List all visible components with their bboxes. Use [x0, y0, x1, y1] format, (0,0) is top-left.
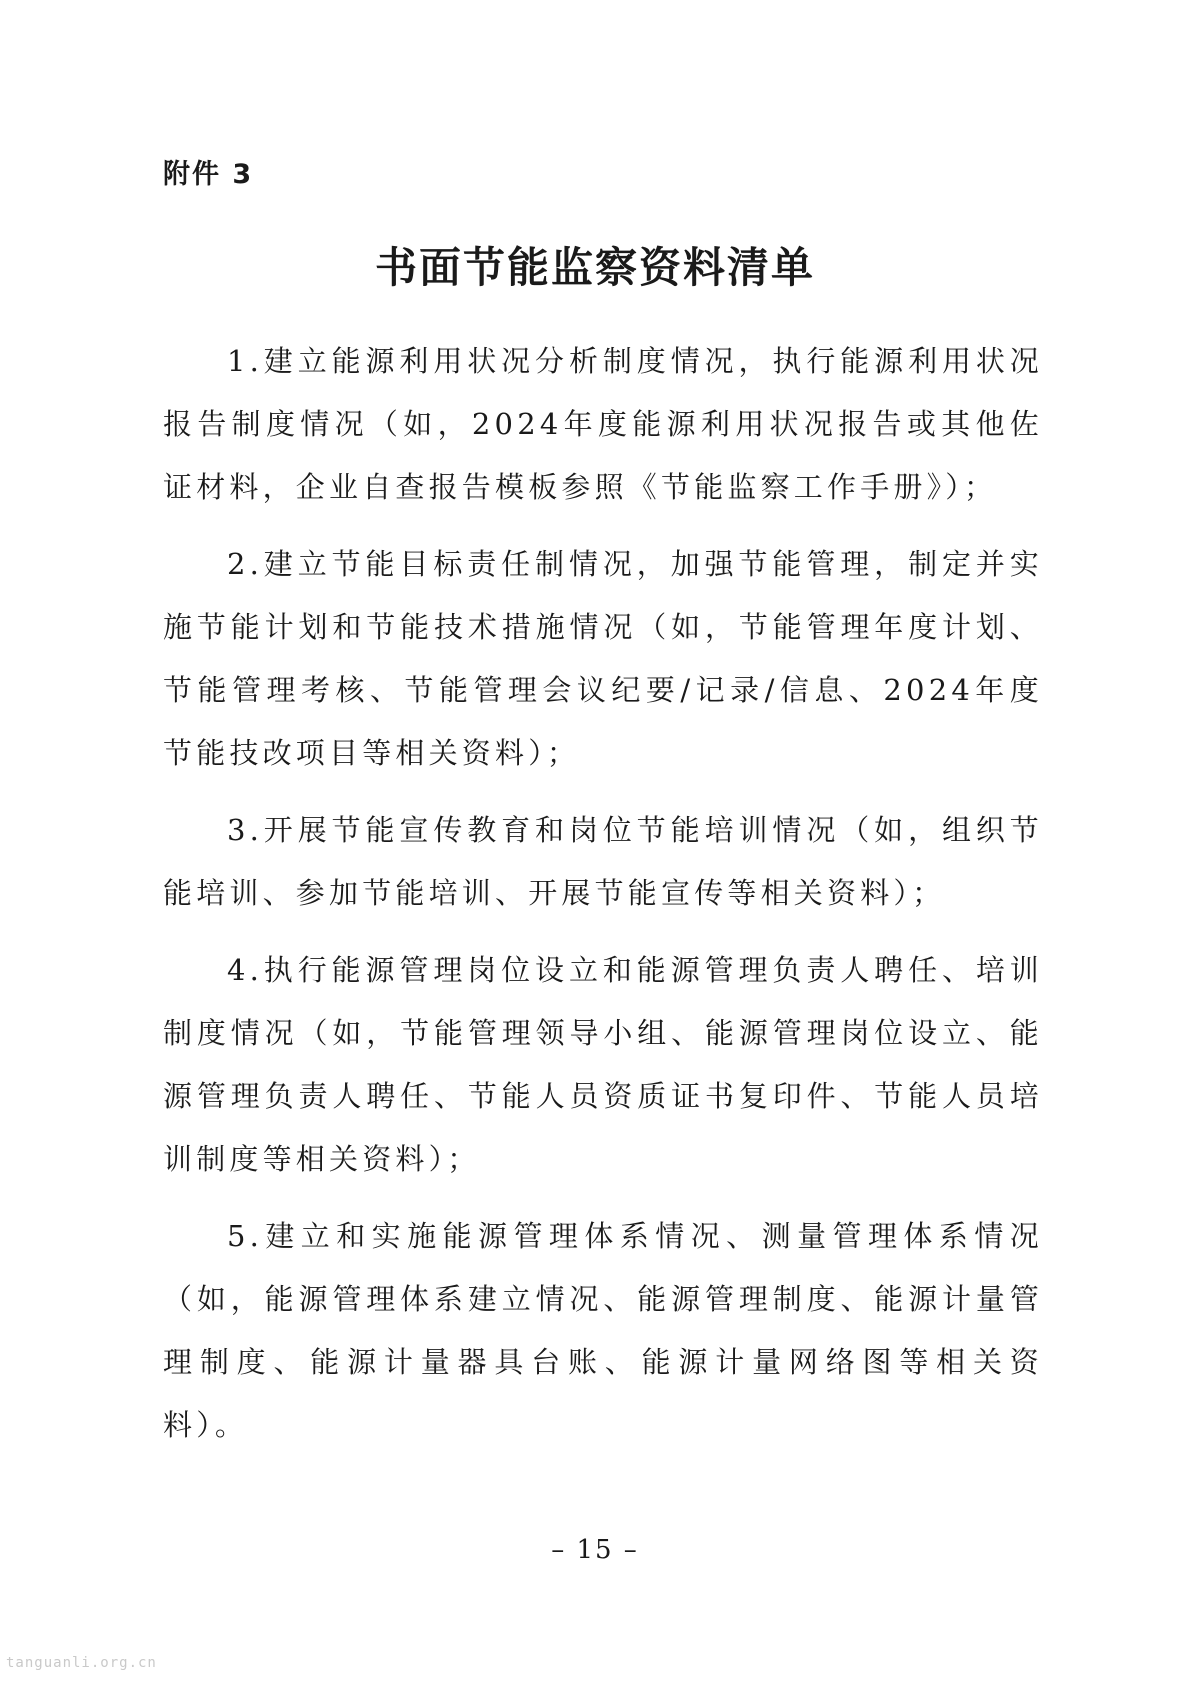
list-item: 4.执行能源管理岗位设立和能源管理负责人聘任、培训制度情况（如，节能管理领导小组、能源管理岗位设立、能源管理负责人聘任、节能人员资质证书复印件、节能人员培训制度等相关资料）；: [163, 953, 1043, 1176]
document-title: 书面节能监察资料清单: [374, 243, 815, 292]
list-item: 2.建立节能目标责任制情况，加强节能管理，制定并实施节能计划和节能技术措施情况（如，节能管理年度计划、节能管理考核、节能管理会议纪要/记录/信息、2024年度节能技改项目等相关资料）；: [163, 547, 1043, 770]
list-item: 3.开展节能宣传教育和岗位节能培训情况（如，组织节能培训、参加节能培训、开展节能宣传等相关资料）；: [163, 813, 1043, 910]
page-number: – 15 –: [551, 1535, 639, 1565]
watermark: tanguanli.org.cn: [6, 1655, 157, 1671]
list-item: 5.建立和实施能源管理体系情况、测量管理体系情况（如，能源管理体系建立情况、能源管理制度、能源计量管理制度、能源计量器具台账、能源计量网络图等相关资料）。: [163, 1219, 1043, 1442]
attachment-label: 附件 3: [163, 159, 254, 190]
material-list: [163, 330, 1043, 1471]
list-item: 1.建立能源利用状况分析制度情况，执行能源利用状况报告制度情况（如，2024年度能源利用状况报告或其他佐证材料，企业自查报告模板参照《节能监察工作手册》）；: [163, 344, 1043, 504]
